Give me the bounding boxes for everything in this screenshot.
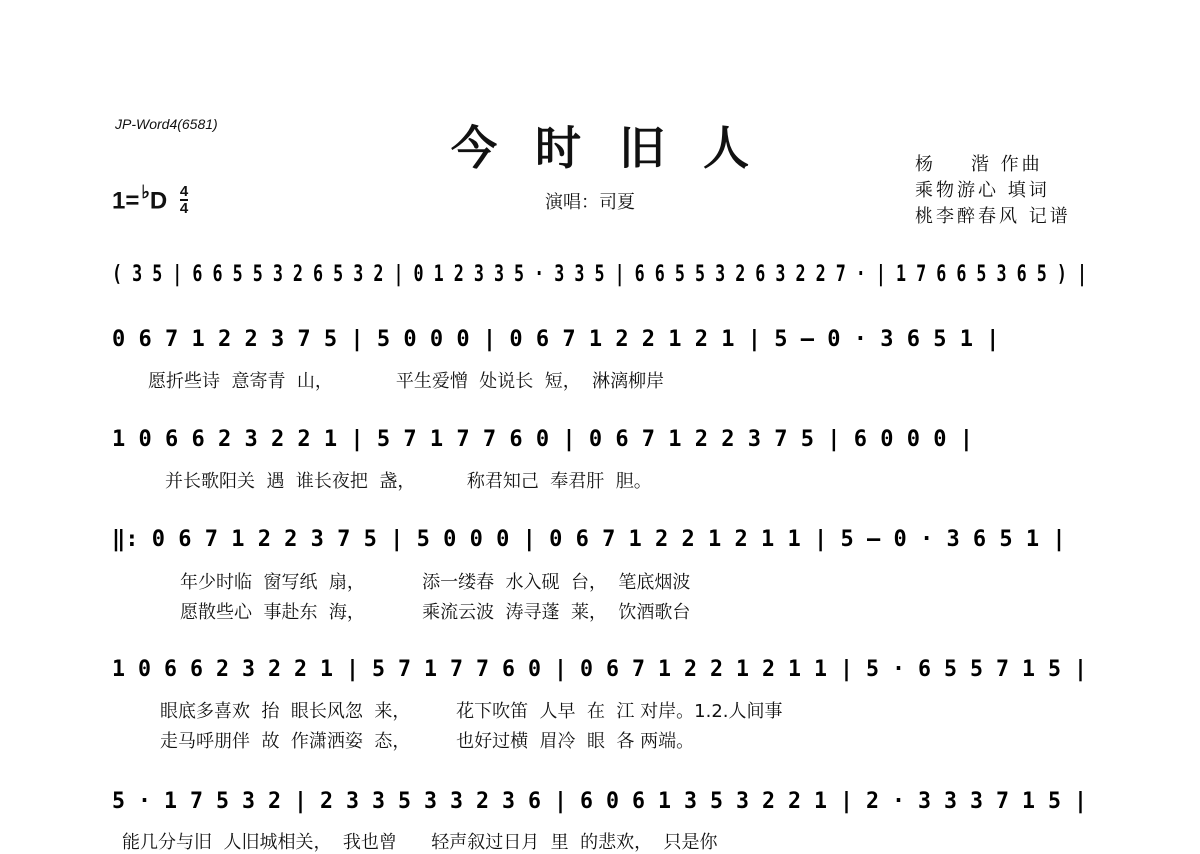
notation-text: 1 0 6 6 2 3 2 2 1 | 5 7 1 7 7 6 0 | 0 6 7 1 2 2 1 2 1 1 | 5 · 6 5 5 7 1 5 | [112, 657, 1087, 682]
singer-credit: 演唱：司夏 [545, 192, 635, 213]
notation-staff [112, 650, 1092, 690]
notation-text: ‖: 0 6 7 1 2 2 3 7 5 | 5 0 0 0 | 0 6 7 1 2 2 1 2 1 1 | 5 – 0 · 3 6 5 1 | [112, 527, 1066, 552]
score-line [112, 782, 1092, 820]
transcriber-credit: 桃李醉春风 记谱 [915, 206, 1071, 227]
notation-staff [112, 782, 1092, 822]
notation-text: ( 3 5 | 6 6 5 5 3 2 6 5 3 2 | 0 1 2 3 3 5 · 3 3 5 | 6 6 5 5 3 2 6 3 2 2 7 · | 1 7 6 6 5 3 6 5 ) | [112, 262, 1087, 287]
notation-staff [112, 520, 1092, 560]
notation-staff [112, 320, 1092, 360]
score-line [112, 255, 1092, 293]
notation-text: 5 · 1 7 5 3 2 | 2 3 3 5 3 3 2 3 6 | 6 0 6 1 3 5 3 2 2 1 | 2 · 3 3 3 7 1 5 | [112, 789, 1087, 814]
score-line [112, 650, 1092, 688]
key-signature [112, 182, 189, 218]
lyric-line: 能几分与旧 人旧城相关， 我也曾 轻声叙过日月 里 的悲欢， 只是你 [122, 832, 718, 853]
lyric-line: 年少时临 窗写纸 扇， 添一缕春 水入砚 台， 笔底烟波 [180, 572, 691, 593]
song-title: 今时旧人 [451, 121, 787, 175]
notation-text: 1 0 6 6 2 3 2 2 1 | 5 7 1 7 7 6 0 | 0 6 7 1 2 2 3 7 5 | 6 0 0 0 | [112, 427, 973, 452]
lyric-line: 走马呼朋伴 故 作潇洒姿 态， 也好过横 眉冷 眼 各 两端。 [160, 731, 695, 752]
lyricist-credit: 乘物游心 填词 [915, 180, 1050, 201]
notation-text: 0 6 7 1 2 2 3 7 5 | 5 0 0 0 | 0 6 7 1 2 2 1 2 1 | 5 – 0 · 3 6 5 1 | [112, 327, 1000, 352]
composer-credit: 杨 湝 作曲 [915, 154, 1043, 175]
score-line [112, 320, 1092, 358]
lyric-line: 愿折些诗 意寄青 山， 平生爱憎 处说长 短， 淋漓柳岸 [148, 371, 665, 392]
lyric-line: 并长歌阳关 遇 谁长夜把 盏， 称君知己 奉君肝 胆。 [165, 471, 652, 492]
time-signature-top: 4 [179, 183, 189, 200]
key-prefix: 1= [112, 187, 140, 215]
time-signature-bottom: 4 [179, 200, 189, 217]
lyric-line: 眼底多喜欢 抬 眼长风忽 来， 花下吹笛 人早 在 江 对岸。1.2.人间事 [160, 701, 783, 722]
score-line [112, 520, 1092, 558]
score-line [112, 420, 1092, 458]
notation-staff [112, 420, 1092, 460]
key-note: D [149, 187, 168, 215]
notation-staff [112, 255, 1092, 295]
flat-sign: ♭ [141, 182, 150, 203]
software-label: JP-Word4(6581) [115, 116, 218, 132]
time-signature [180, 184, 188, 216]
lyric-line: 愿散些心 事赴东 海， 乘流云波 涛寻蓬 莱， 饮酒歌台 [180, 602, 691, 623]
